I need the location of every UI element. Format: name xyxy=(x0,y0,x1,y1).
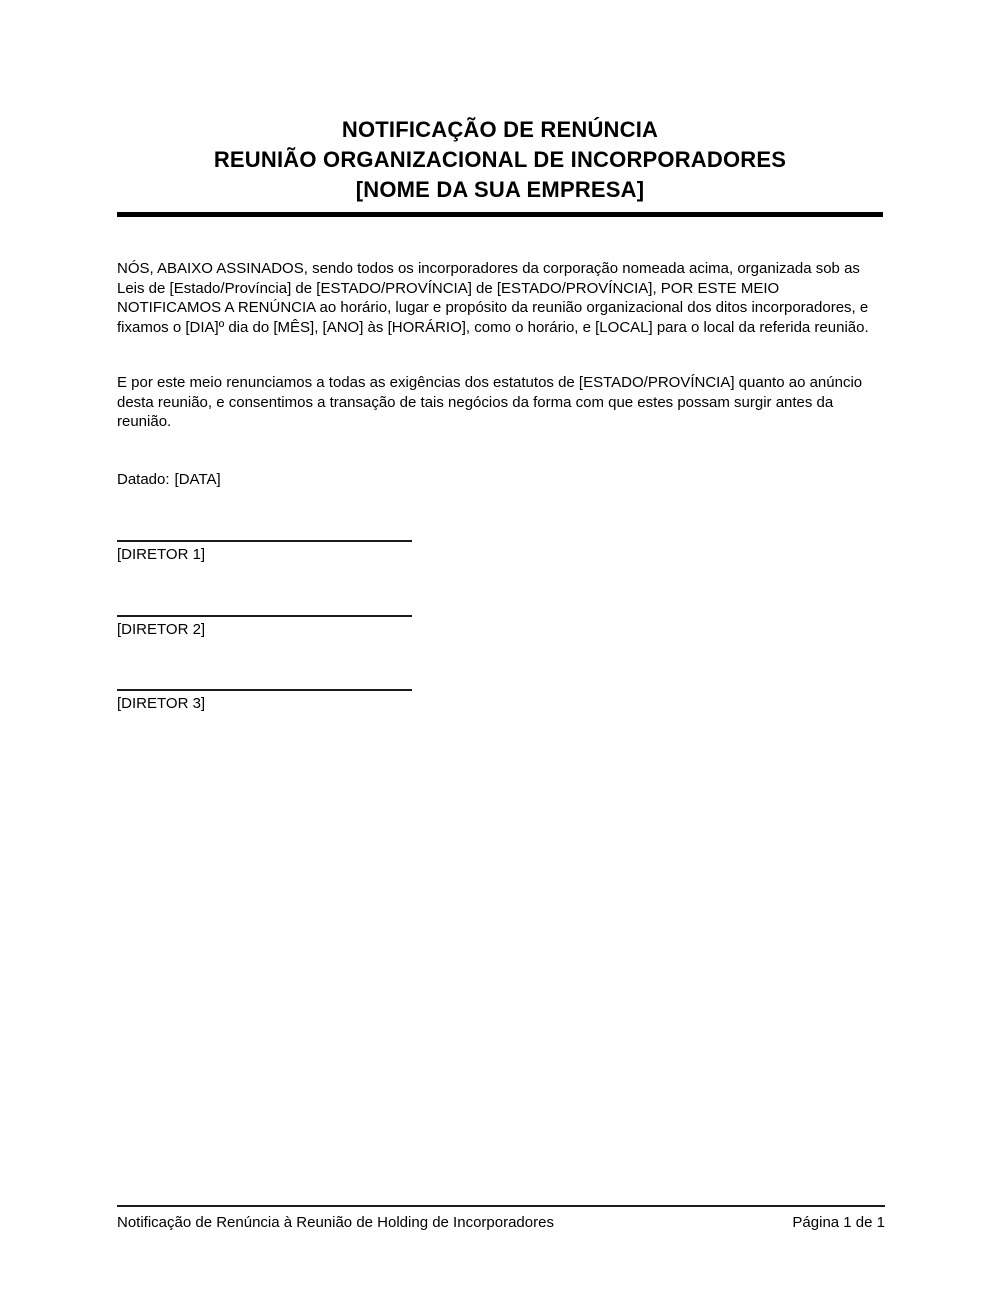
title-line-1: NOTIFICAÇÃO DE RENÚNCIA xyxy=(341,117,659,142)
footer-document-title: Notificação de Renúncia à Reunião de Holding de Incorporadores xyxy=(117,1214,554,1231)
title-block xyxy=(117,115,883,217)
signature-label: [DIRETOR 3] xyxy=(117,695,206,712)
footer xyxy=(117,1205,885,1232)
paragraph-waiver: E por este meio renunciamos a todas as exigências dos estatutos de [ESTADO/PROVÍNCIA] quanto ao anúncio desta reunião, e consentimos a transação de tais negócios da forma com que estes possam surgir antes da reunião. xyxy=(117,374,863,430)
signature-label: [DIRETOR 1] xyxy=(117,546,206,563)
footer-row xyxy=(117,1213,885,1232)
dated-label: Datado: xyxy=(117,471,170,488)
dated-value-placeholder: [DATA] xyxy=(174,471,221,488)
signature-line xyxy=(117,615,412,617)
dated-line xyxy=(117,470,221,490)
signature-block-3 xyxy=(117,689,412,713)
signature-block-2 xyxy=(117,615,412,639)
signature-label: [DIRETOR 2] xyxy=(117,621,206,638)
title-line-2: REUNIÃO ORGANIZACIONAL DE INCORPORADORES xyxy=(213,147,787,172)
signature-line xyxy=(117,689,412,691)
footer-page-number: Página 1 de 1 xyxy=(792,1214,885,1231)
title-line-3: [NOME DA SUA EMPRESA] xyxy=(355,177,645,202)
paragraph-notice: NÓS, ABAIXO ASSINADOS, sendo todos os incorporadores da corporação nomeada acima, organizada sob as Leis de [Estado/Província] de [ESTADO/PROVÍNCIA] de [ESTADO/PROVÍNCIA], POR ESTE MEIO NOTIFICAMOS A RENÚNCIA ao horário, lugar e propósito da reunião organizacional dos ditos incorporadores, e fixamos o [DIA]º dia do [MÊS], [ANO] às [HORÁRIO], como o horário, e [LOCAL] para o local da referida reunião. xyxy=(117,260,869,336)
signature-block-1 xyxy=(117,540,412,564)
signature-line xyxy=(117,540,412,542)
